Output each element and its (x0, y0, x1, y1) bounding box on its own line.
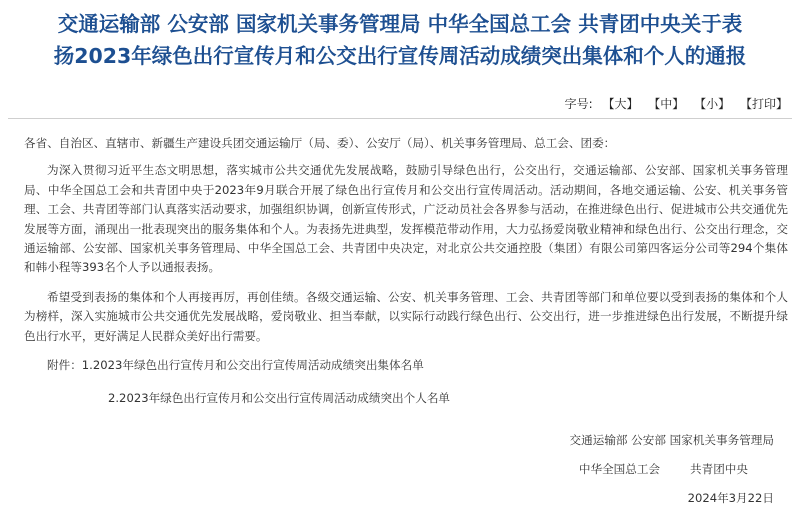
header-divider (8, 118, 792, 119)
font-size-toolbar (565, 96, 788, 112)
attachments-label: 附件： (47, 358, 82, 373)
font-medium-button[interactable]: 【中】 (648, 97, 685, 111)
document-body (24, 134, 788, 423)
document-title (0, 8, 800, 72)
signature-cyl: 共青团中央 (690, 462, 748, 476)
signature-acftu: 中华全国总工会 (578, 462, 661, 476)
print-button[interactable]: 【打印】 (739, 97, 788, 111)
attachment-row-2 (47, 389, 788, 408)
salutation: 各省、自治区、直辖市、新疆生产建设兵团交通运输厅（局、委）、公安厅（局）、机关事务管理局、总工会、团委： (24, 136, 616, 150)
attachment-2[interactable]: 2.2023年绿色出行宣传月和公交出行宣传周活动成绩突出个人名单 (108, 391, 451, 406)
paragraph-1: 为深入贯彻习近平生态文明思想，落实城市公共交通优先发展战略，鼓励引导绿色出行，公交出行，交通运输部、公安部、国家机关事务管理局、中华全国总工会和共青团中央于2023年9月联合开展了绿色出行宣传月和公交出行宣传周活动。活动期间，各地交通运输、公安、机关事务管理、工会、共青团等部门认真落实活动要求，加强组织协调，创新宣传形式，广泛动员社会各界参与活动，在推进绿色出行、促进城市公共交通优先发展等方面，涌现出一批表现突出的服务集体和个人。为表扬先进典型，发挥模范带动作用，大力弘扬爱岗敬业精神和绿色出行、公交出行理念，交通运输部、公安部、国家机关事务管理局、中华全国总工会、共青团中央决定，对北京公共交通控股（集团）有限公司第四客运分公司等294个集体和韩小程等393名个人予以通报表扬。 (24, 163, 788, 275)
signature-line-1: 交通运输部 公安部 国家机关事务管理局 (569, 433, 774, 447)
attachment-row-1 (47, 356, 788, 375)
signature-line-2 (579, 461, 748, 477)
title-line-2: 扬2023年绿色出行宣传月和公交出行宣传周活动成绩突出集体和个人的通报 (53, 44, 747, 68)
attachments (24, 356, 788, 409)
title-line-1: 交通运输部 公安部 国家机关事务管理局 中华全国总工会 共青团中央关于表 (57, 12, 743, 36)
attachment-1[interactable]: 1.2023年绿色出行宣传月和公交出行宣传周活动成绩突出集体名单 (81, 358, 424, 373)
paragraph-2: 希望受到表扬的集体和个人再接再厉，再创佳绩。各级交通运输、公安、机关事务管理、工会、共青团等部门和单位要以受到表扬的集体和个人为榜样，深入实施城市公共交通优先发展战略，爱岗敬业、担当奉献，以实际行动践行绿色出行、公交出行，进一步推进绿色出行发展，不断提升绿色出行水平，更好满足人民群众美好出行需要。 (24, 289, 788, 343)
signature-date: 2024年3月22日 (687, 491, 774, 505)
font-small-button[interactable]: 【小】 (694, 97, 731, 111)
font-large-button[interactable]: 【大】 (602, 97, 639, 111)
font-size-label: 字号: (564, 97, 593, 111)
